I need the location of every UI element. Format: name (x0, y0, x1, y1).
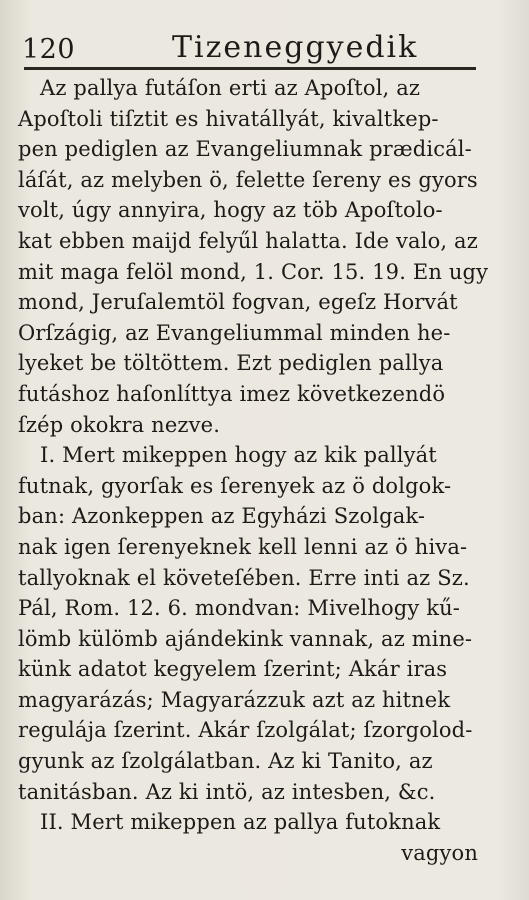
header-rule (24, 67, 476, 70)
text-line: lömb külömb ajándekink vannak, az mine- (18, 626, 473, 651)
text-line: Pál, Rom. 12. 6. mondvan: Mivelhogy kű- (18, 596, 461, 621)
page-number: 120 (22, 34, 76, 65)
text-line: tanitásban. Az ki intö, az intesben, &c. (18, 779, 436, 804)
text-line: gyunk az ſzolgálatban. Az ki Tanito, az (18, 749, 433, 774)
body-text (18, 73, 488, 868)
text-line: regulája ſzerint. Akár ſzolgálat; ſzorgolod- (18, 718, 473, 743)
text-line: futnak, gyorſak es ſerenyek az ö dolgok- (18, 473, 452, 498)
text-line: Apoſtoli tiſztit es hivatállyát, kivaltkep- (18, 106, 439, 131)
text-line: pen pediglen az Evangeliumnak prædicál- (18, 137, 472, 162)
text-line: ban: Azonkeppen az Egyházi Szolgak- (18, 504, 426, 529)
text-line: II. Mert mikeppen az pallya futoknak (40, 810, 441, 835)
text-line: láſát, az melyben ö, felette ſereny es gyors (18, 167, 478, 192)
text-line: ſzép okokra nezve. (18, 412, 221, 437)
text-line: volt, úgy annyira, hogy az töb Apoſtolo- (18, 198, 443, 223)
text-line: I. Mert mikeppen hogy az kik pallyát (40, 443, 437, 468)
catchword: vagyon (401, 840, 478, 865)
text-line: futáshoz haſonlíttya imez következendö (18, 381, 446, 406)
running-head: Tizeneggyedik (172, 30, 419, 65)
text-line: lyeket be töltöttem. Ezt pediglen pallya (18, 351, 444, 376)
text-line: magyarázás; Magyarázzuk azt az hitnek (18, 687, 451, 712)
text-line: Az pallya futáſon erti az Apoſtol, az (40, 76, 421, 100)
text-line: Orſzágig, az Evangeliummal minden he- (18, 320, 451, 345)
text-line: mit maga felöl mond, 1. Cor. 15. 19. En ugy (18, 259, 489, 284)
text-line: mond, Jeruſalemtöl fogvan, egeſz Horvát (18, 290, 458, 315)
page-header (22, 24, 482, 64)
text-line: tallyoknak el követeſében. Erre inti az Sz. (18, 565, 470, 590)
text-line: künk adatot kegyelem ſzerint; Akár iras (18, 657, 448, 682)
text-line: nak igen ſerenyeknek kell lenni az ö hiva- (18, 534, 468, 559)
text-line: kat ebben maijd felyűl halatta. Ide valo, az (18, 228, 478, 253)
